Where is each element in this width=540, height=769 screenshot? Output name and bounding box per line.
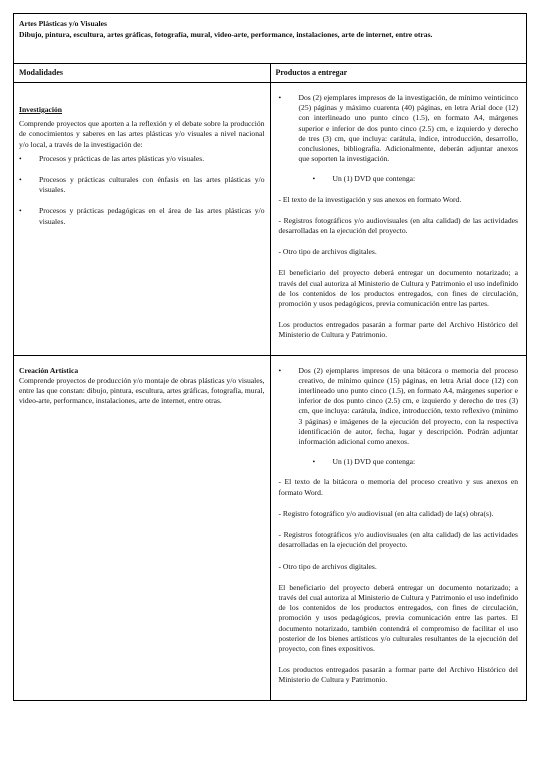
creacion-modalidad-cell [14, 355, 271, 700]
modalidades-table [13, 13, 527, 701]
title-cell [14, 14, 527, 64]
product-line: - El texto de la investigación y sus anexos en formato Word. [278, 194, 462, 204]
investigacion-intro: Comprende proyectos que aporten a la reflexión y el debate sobre la producción de conocimientos y saberes en las artes plásticas y/o visuales a nivel nacional y/o local, a través de la investigación de: [19, 119, 265, 149]
product-line: - El texto de la bitácora o memoria del proceso creativo y sus anexos en formato Word. [278, 477, 518, 497]
header-modalidades: Modalidades [14, 64, 271, 83]
list-item [19, 175, 265, 195]
product-bullet-text: Dos (2) ejemplares impresos de una bitácora o memoria del proceso creativo, de mínimo quince (15) páginas, en letra Arial doce (12) con interlineado uno punto cinco (1.5), en formato A4, márgenes superior e inferior de dos punto cinco (2.5) cm, e izquierdo y derecho de tres (3) cm, que incluya: carátula, índice, introducción, texto reflexivo (mínimo 3 páginas) e imágenes de la ejecución del proyecto, con la respectiva identificación de autor, fecha, lugar y descripción. Podrán adjuntar información adicional como anexos. [298, 365, 518, 447]
bullet-icon: • [19, 153, 22, 163]
creacion-heading: Creación Artística [19, 365, 79, 375]
creacion-productos-cell [270, 355, 527, 700]
investigacion-heading: Investigación [19, 105, 63, 114]
bullet-icon: • [19, 206, 22, 216]
product-sub-bullet [299, 457, 519, 467]
creacion-row [14, 355, 527, 700]
investigacion-modalidad-cell [14, 83, 271, 356]
header-row [14, 64, 527, 83]
product-paragraph: El beneficiario del proyecto deberá entregar un documento notarizado; a través del cual autoriza al Ministerio de Cultura y Patrimonio el uso indefinido de los contenidos de los productos entregados, con fines de circulación, promoción y usos pedagógicos, previa comunicación entre las partes. El documento notarizado, también contendrá el compromiso de facilitar el uso posterior de los bienes artísticos y/o culturales resultantes de la ejecución del proyecto, con fines expositivos. [278, 582, 518, 653]
list-item [19, 206, 265, 226]
product-line: - Otro tipo de archivos digitales. [278, 247, 377, 257]
product-paragraph: El beneficiario del proyecto deberá entregar un documento notarizado; a través del cual autoriza al Ministerio de Cultura y Patrimonio el uso indefinido de los contenidos de los productos entregados, con fines de circulación, promoción y usos pedagógicos, previa comunicación entre las partes. [278, 268, 518, 309]
header-productos: Productos a entregar [270, 64, 527, 83]
investigacion-row [14, 83, 527, 356]
investigacion-items [19, 154, 265, 227]
product-sub-bullet [299, 174, 519, 184]
section-subtitle: Dibujo, pintura, escultura, artes gráficas, fotografía, mural, video-arte, performance, instalaciones, arte de internet, entre otras. [19, 30, 433, 39]
product-paragraph: Los productos entregados pasarán a formar parte del Archivo Histórico del Ministerio de Cultura y Patrimonio. [278, 320, 518, 340]
section-title: Artes Plásticas y/o Visuales [19, 19, 107, 28]
title-row [14, 14, 527, 64]
product-line: - Registros fotográficos y/o audiovisuales (en alta calidad) de las actividades desarrolladas en la ejecución del proyecto. [278, 215, 518, 236]
product-bullet [279, 366, 519, 448]
list-item-text: Procesos y prácticas culturales con énfasis en las artes plásticas y/o visuales. [39, 175, 265, 195]
investigacion-productos-cell [270, 83, 527, 356]
product-bullet [279, 93, 519, 164]
product-bullet-text: Dos (2) ejemplares impresos de la investigación, de mínimo veinticinco (25) páginas y máximo cuarenta (40) páginas, en letra Arial doce (12) con interlineado uno punto cinco (1.5), en formato A4, márgenes superior e inferior de dos punto cinco (2.5) cm, e izquierdo y derecho de tres (3) cm, que incluya: carátula, índice, introducción, desarrollo, conclusiones, bibliografía. Adicionalmente, deberán adjuntar anexos que soporten la investigación. [298, 93, 518, 164]
bullet-icon: • [312, 457, 316, 467]
list-item-text: Procesos y prácticas de las artes plásticas y/o visuales. [39, 153, 205, 163]
bullet-icon: • [312, 174, 316, 184]
product-line: - Registro fotográfico y/o audiovisual (en alta calidad) de la(s) obra(s). [278, 508, 494, 518]
bullet-icon: • [19, 175, 22, 185]
bullet-icon: • [278, 365, 282, 375]
product-line: - Registros fotográficos y/o audiovisuales (en alta calidad) de las actividades desarrolladas en la ejecución del proyecto. [278, 530, 518, 550]
bullet-icon: • [278, 93, 282, 102]
creacion-intro: Comprende proyectos de producción y/o montaje de obras plásticas y/o visuales, entre las que constan: dibujo, pintura, escultura, artes gráficas, fotografía, mural, video-arte, performance, instalaciones, arte de internet, entre otras. [19, 375, 265, 406]
product-sub-bullet-text: Un (1) DVD que contenga: [332, 174, 416, 184]
product-paragraph: Los productos entregados pasarán a formar parte del Archivo Histórico del Ministerio de Cultura y Patrimonio. [278, 665, 518, 685]
list-item-text: Procesos y prácticas pedagógicas en el área de las artes plásticas y/o visuales. [39, 206, 265, 226]
product-line: - Otro tipo de archivos digitales. [278, 561, 377, 571]
product-sub-bullet-text: Un (1) DVD que contenga: [332, 457, 416, 467]
list-item [19, 154, 265, 164]
